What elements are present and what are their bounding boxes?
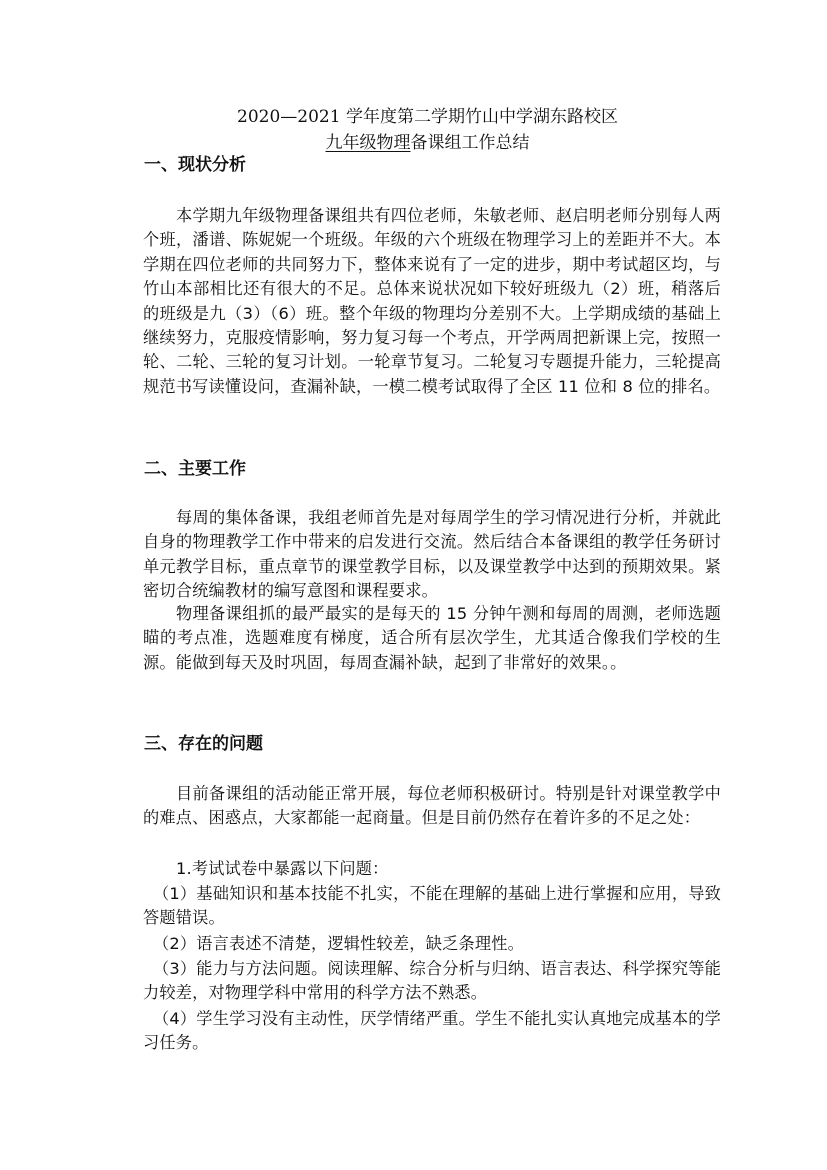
title-remainder: 备课组工作总结	[410, 133, 530, 153]
document-title-line-1: 2020—2021 学年度第二学期竹山中学湖东路校区	[237, 107, 618, 127]
section-heading-status: 一、现状分析	[144, 155, 246, 175]
status-paragraph: 本学期九年级物理备课组共有四位老师，朱敏老师、赵启明老师分别每人两个班，潘谱、陈妮妮一个班级。年级的六个班级在物理学习上的差距并不大。本学期在四位老师的共同努力下，整体来说有了一定的进步，期中考试超区均，与竹山本部相比还有很大的不足。总体来说状况如下较好班级九（2）班，稍落后的班级是九（3）（6）班。整个年级的物理均分差别不大。上学期成绩的基础上继续努力，克服疫情影响，努力复习每一个考点，开学两周把新课上完，按照一轮、二轮、三轮的复习计划。一轮章节复习。二轮复习专题提升能力，三轮提高规范书写读懂设问，查漏补缺，一模二模考试取得了全区 11 位和 8 位的排名。	[143, 206, 721, 396]
problem-item-4: （4）学生学习没有主动性，厌学情绪严重。学生不能扎实认真地完成基本的学习任务。	[143, 1009, 721, 1053]
main-work-paragraph-1: 每周的集体备课，我组老师首先是对每周学生的学习情况进行分析，并就此自身的物理教学工作中带来的启发进行交流。然后结合本备课组的教学任务研讨单元教学目标，重点章节的课堂教学目标，以及课堂教学中达到的预期效果。紧密切合统编教材的编写意图和课程要求。	[143, 508, 721, 601]
section-heading-problems: 三、存在的问题	[144, 734, 263, 754]
title-grade-subject: 九年级物理	[325, 133, 411, 153]
problems-paragraph: 目前备课组的活动能正常开展，每位老师积极研讨。特别是针对课堂教学中的难点、困惑点，大家都能一起商量。但是目前仍然存在着许多的不足之处：	[143, 784, 721, 828]
main-work-paragraph-2: 物理备课组抓的最严最实的是每天的 15 分钟午测和每周的周测，老师选题瞄的考点准，选题难度有梯度，适合所有层次学生，尤其适合像我们学校的生源。能做到每天及时巩固，每周查漏补缺，起到了非常好的效果。。	[143, 604, 721, 672]
problem-item-2: （2）语言表述不清楚，逻辑性较差，缺乏条理性。	[153, 934, 525, 953]
problem-item-3: （3）能力与方法问题。阅读理解、综合分析与归纳、语言表达、科学探究等能力较差，对物理学科中常用的科学方法不熟悉。	[143, 959, 721, 1003]
section-heading-main-work: 二、主要工作	[144, 459, 246, 479]
document-title-line-2	[14, 132, 827, 154]
problem-item-1: （1）基础知识和基本技能不扎实，不能在理解的基础上进行掌握和应用，导致答题错误。	[143, 884, 721, 928]
problem-list-intro: 1.考试试卷中暴露以下问题：	[176, 859, 389, 878]
